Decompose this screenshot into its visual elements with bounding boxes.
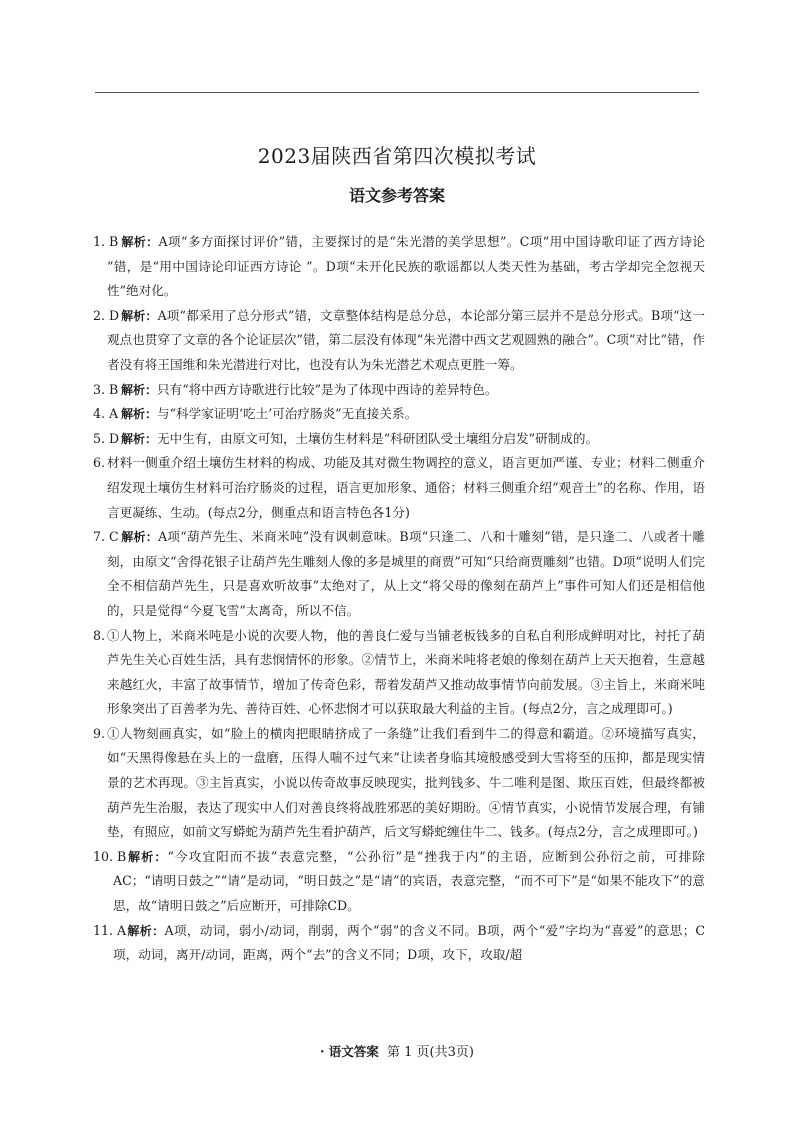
answer-text: ①人物刻画真实，如“脸上的横肉把眼睛挤成了一条缝”让我们看到牛二的得意和霸道。②环境描写真实，如“天黑得像悬在头上的一盘磨，压得人喘不过气来”让读者身临其境般感受到大雪将至的压抑，都是现实情景的艺术再现。③主旨真实，小说以传奇故事反映现实，批判钱多、牛二唯利是图、欺压百姓，但最终都被葫芦先生治服，表达了现实中人们对善良终将战胜邪恶的美好期盼。④情节真实，小说情节发展合理，有铺垫，有照应，如前文写蟒蛇为葫芦先生看护葫芦，后文写蟒蛇缠住牛二、钱多。(每点2分，言之成理即可。) — [107, 725, 705, 840]
analysis-label: 解析： — [127, 923, 165, 938]
answer-number: 3. B — [93, 381, 119, 397]
analysis-label: 解析： — [121, 431, 158, 446]
answer-item — [93, 402, 705, 427]
footer-page-number: 第 1 页(共3页) — [387, 1045, 474, 1060]
answer-item — [93, 919, 705, 968]
answer-item — [93, 525, 705, 623]
answer-text: A项“多方面探讨评价”错，主要探讨的是“朱光潜的美学思想”。C项“用中国诗歌印证了西方诗论 ”错，是“用中国诗论印证西方诗论 ”。D项“未开化民族的歌谣都以人类天性为基础，考古学却完全忽视天性”绝对化。 — [107, 234, 705, 299]
answer-item — [93, 845, 705, 919]
answer-item — [93, 624, 705, 722]
answer-number: 9. — [93, 725, 106, 741]
page-footer — [0, 1041, 794, 1060]
answer-text: A项，动词，弱小/动词，削弱，两个“弱”的含义不同。B项，两个“爱”字均为“喜爱”的意思；C项，动词，离开/动词，距离，两个“去”的含义不同；D项，攻下，攻取/超 — [113, 922, 705, 963]
analysis-label: 解析： — [127, 849, 168, 864]
answer-text: 材料一侧重介绍土壤仿生材料的构成、功能及其对微生物调控的意义，语言更加严谨、专业；材料二侧重介绍发现土壤仿生材料可治疗肠炎的过程，语言更加形象、通俗；材料三侧重介绍“观音土”的名称、作用，语言更凝练、生动。(每点2分，侧重点和语言特色各1分) — [107, 455, 705, 520]
page-title: 2023届陕西省第四次模拟考试 — [257, 144, 537, 168]
analysis-label: 解析： — [121, 235, 159, 249]
analysis-label: 解析： — [121, 407, 158, 422]
answer-item — [93, 378, 705, 403]
answer-number: 7. C — [93, 529, 119, 545]
page-subtitle: 语文参考答案 — [348, 186, 445, 205]
answer-number: 2. D — [93, 307, 120, 323]
analysis-label: 解析： — [121, 308, 158, 323]
answer-text: A项“葫芦先生、米商米吨”没有讽刺意味。B项“只逢二、八和十雕刻”错，是只逢二、八或者十雕刻，由原文“舍得花银子让葫芦先生雕刻人像的多是城里的商贾”可知“只给商贾雕刻”也错。D项“说明人们完全不相信葫芦先生，只是喜欢听故事”太绝对了，从上文“将父母的像刻在葫芦上”事件可知人们还是相信他的，只是觉得“今夏飞雪”太离奇，所以不信。 — [107, 529, 705, 618]
answer-list — [93, 230, 705, 968]
analysis-label: 解析： — [121, 382, 158, 397]
answer-text: “今攻宜阳而不拔”表意完整，“公孙衍”是“挫我于内”的主语，应断到公孙衍之前，可排除AC；“请明日鼓之”“请”是动词，“明日鼓之”是“请”的宾语，表意完整，“而不可下”是“如果不能攻下”的意思，故“请明日鼓之”后应断开，可排除CD。 — [113, 848, 705, 914]
top-rule — [95, 92, 699, 93]
answer-item — [93, 722, 705, 845]
answer-text: 只有“将中西方诗歌进行比较”是为了体现中西诗的差异特色。 — [157, 381, 498, 397]
answer-number: 6. — [93, 455, 106, 471]
answer-number: 11. A — [93, 922, 127, 938]
answer-item — [93, 427, 705, 452]
answer-number: 10. B — [93, 848, 127, 864]
answer-number: 5. D — [93, 430, 120, 446]
answer-item — [93, 451, 705, 525]
answer-item — [93, 304, 705, 378]
answer-text: 无中生有，由原文可知，土壤仿生材料是“科研团队受土壤组分启发”研制成的。 — [157, 430, 599, 446]
answer-item — [93, 230, 705, 304]
footer-bullet: · — [320, 1045, 325, 1060]
answer-text: A项“都采用了总分形式”错，文章整体结构是总分总，本论部分第三层并不是总分形式。B项“这一观点也贯穿了文章的各个论证层次”错，第二层没有体现“朱光潜中西文艺观圆熟的融合”。C项“对比”错，作者没有将王国维和朱光潜进行对比，也没有认为朱光潜艺术观点更胜一筹。 — [107, 307, 705, 372]
answer-number: 8. — [93, 627, 106, 643]
analysis-label: 解析： — [121, 530, 159, 545]
answer-text: 与“科学家证明‘吃土’可治疗肠炎”无直接关系。 — [157, 406, 418, 422]
answer-text: ①人物上，米商米吨是小说的次要人物，他的善良仁爱与当铺老板钱多的自私自利形成鲜明对比，衬托了葫芦先生关心百姓生活，具有悲悯情怀的形象。②情节上，米商米吨将老娘的像刻在葫芦上天天抱着，生意越来越红火，丰富了故事情节，增加了传奇色彩，帮着发葫芦又推动故事情节向前发展。③主旨上，米商米吨形象突出了百善孝为先、善待百姓、心怀悲悯才可以获取最大利益的主旨。(每点2分，言之成理即可。) — [107, 627, 705, 717]
footer-subject: 语文答案 — [328, 1044, 379, 1059]
answer-number: 1. B — [93, 234, 119, 249]
answer-number: 4. A — [93, 406, 119, 422]
